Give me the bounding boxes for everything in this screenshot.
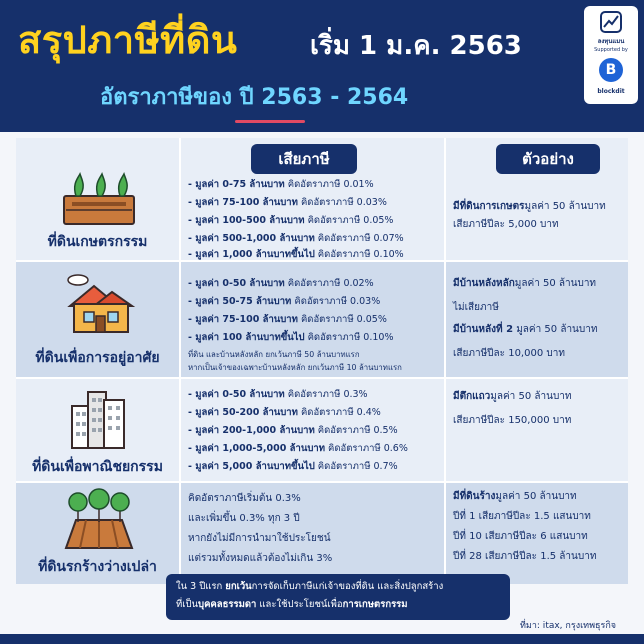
vacant-rate-line: คิดอัตราภาษีเริ่มต้น 0.3% [188, 493, 301, 504]
example-line: มีที่ดินการเกษตรมูลค่า 50 ล้านบาท [453, 201, 606, 212]
rate-line: - มูลค่า 50-200 ล้านบาท คิดอัตราภาษี 0.4% [188, 407, 381, 418]
logo-name: ลงทุนแมน [597, 38, 625, 45]
tax-table [16, 138, 628, 584]
brand-logo [584, 6, 638, 104]
trees-field-icon [62, 488, 136, 550]
land-type-vacant: ที่ดินรกร้างว่างเปล่า [38, 559, 157, 575]
rate-line: - มูลค่า 50-75 ล้านบาท คิดอัตราภาษี 0.03% [188, 296, 381, 307]
vacant-rate-line: หากยังไม่มีการนำมาใช้ประโยชน์ [188, 533, 331, 544]
example-line: มีบ้านหลังที่ 2 มูลค่า 50 ล้านบาท [453, 324, 598, 335]
rate-line: - มูลค่า 100-500 ล้านบาท คิดอัตราภาษี 0.05% [188, 215, 394, 226]
bottom-bar [0, 634, 644, 644]
rate-line: - มูลค่า 100 ล้านบาทขึ้นไป คิดอัตราภาษี 0.10% [188, 332, 394, 343]
house-icon [60, 272, 138, 336]
exemption-note: ที่ดิน และบ้านหลังหลัก ยกเว้นภาษี 50 ล้านบาทแรก [188, 350, 360, 359]
example-line: มีที่ดินร้างมูลค่า 50 ล้านบาท [453, 491, 577, 502]
vacant-rate-line: และเพิ่มขึ้น 0.3% ทุก 3 ปี [188, 513, 300, 524]
source-credit: ที่มา: itax, กรุงเทพธุรกิจ [520, 621, 617, 631]
rate-line: - มูลค่า 0-50 ล้านบาท คิดอัตราภาษี 0.02% [188, 278, 374, 289]
blockdit-icon: B [599, 58, 623, 82]
blockdit-label: blockdit [597, 88, 625, 95]
example-line: เสียภาษีปีละ 10,000 บาท [453, 348, 565, 359]
rate-line: - มูลค่า 0-50 ล้านบาท คิดอัตราภาษี 0.3% [188, 389, 368, 400]
rate-line: - มูลค่า 75-100 ล้านบาท คิดอัตราภาษี 0.05% [188, 314, 387, 325]
buildings-icon [70, 388, 126, 450]
land-type-commercial: ที่ดินเพื่อพาณิชยกรรม [32, 459, 163, 475]
example-line: มีบ้านหลังหลักมูลค่า 50 ล้านบาท [453, 278, 597, 289]
example-line: เสียภาษีปีละ 5,000 บาท [453, 219, 559, 230]
example-line: ไม่เสียภาษี [453, 302, 499, 313]
start-date: เริ่ม 1 ม.ค. 2563 [310, 31, 522, 61]
rate-line: - มูลค่า 200-1,000 ล้านบาท คิดอัตราภาษี 0.5% [188, 425, 398, 436]
footer-line: ที่เป็นบุคคลธรรมดา และใช้ประโยชน์เพื่อการเกษตรกรรม [176, 599, 408, 610]
example-line: ปีที่ 1 เสียภาษีปีละ 1.5 แสนบาท [453, 511, 591, 522]
rate-line: - มูลค่า 1,000 ล้านบาทขึ้นไป คิดอัตราภาษี 0.10% [188, 249, 404, 260]
example-line: ปีที่ 28 เสียภาษีปีละ 1.5 ล้านบาท [453, 551, 597, 562]
row-divider [16, 377, 628, 379]
land-type-agriculture: ที่ดินเกษตรกรรม [47, 234, 148, 250]
footer-note [166, 574, 510, 620]
example-line: ปีที่ 10 เสียภาษีปีละ 6 แสนบาท [453, 531, 588, 542]
page-title: สรุปภาษีที่ดิน [18, 18, 238, 62]
vacant-rate-line: แต่รวมทั้งหมดแล้วต้องไม่เกิน 3% [188, 553, 333, 564]
header [0, 0, 644, 132]
column-divider [179, 138, 181, 584]
rate-line: - มูลค่า 1,000-5,000 ล้านบาท คิดอัตราภาษี 0.6% [188, 443, 408, 454]
land-type-residential: ที่ดินเพื่อการอยู่อาศัย [35, 350, 160, 366]
footer-line: ใน 3 ปีแรก ยกเว้นการจัดเก็บภาษีแก่เจ้าของที่ดิน และสิ่งปลูกสร้าง [176, 581, 444, 592]
exemption-note: หากเป็นเจ้าของเฉพาะบ้านหลังหลัก ยกเว้นภาษี 10 ล้านบาทแรก [188, 363, 402, 372]
row-divider [16, 481, 628, 483]
chart-logo-icon [600, 11, 622, 33]
rate-line: - มูลค่า 5,000 ล้านบาทขึ้นไป คิดอัตราภาษี 0.7% [188, 461, 398, 472]
tax-column-header: เสียภาษี [251, 144, 357, 174]
column-divider [444, 138, 446, 584]
rate-line: - มูลค่า 0-75 ล้านบาท คิดอัตราภาษี 0.01% [188, 179, 374, 190]
subtitle: อัตราภาษีของ ปี 2563 - 2564 [100, 85, 409, 110]
supported-by: Supported by [594, 47, 628, 53]
underline-accent [235, 120, 305, 123]
example-line: เสียภาษีปีละ 150,000 บาท [453, 415, 572, 426]
rate-line: - มูลค่า 500-1,000 ล้านบาท คิดอัตราภาษี 0.07% [188, 233, 404, 244]
rate-line: - มูลค่า 75-100 ล้านบาท คิดอัตราภาษี 0.03% [188, 197, 387, 208]
plant-pots-icon [58, 170, 140, 226]
example-column-header: ตัวอย่าง [496, 144, 600, 174]
example-line: มีตึกแถวมูลค่า 50 ล้านบาท [453, 391, 572, 402]
